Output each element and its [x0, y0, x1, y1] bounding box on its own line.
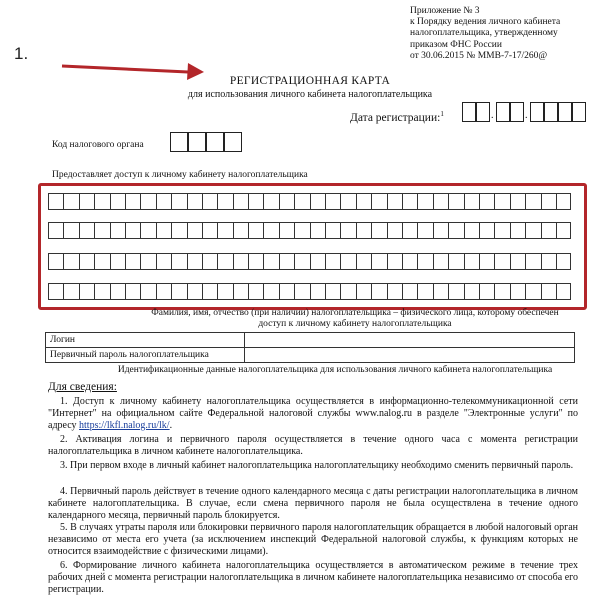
name-char-cell[interactable]	[171, 222, 186, 239]
name-char-cell[interactable]	[217, 253, 232, 270]
name-char-cell[interactable]	[233, 193, 248, 210]
table-row	[46, 333, 575, 348]
name-char-cell[interactable]	[263, 253, 278, 270]
info-item-3: 3. При первом входе в личный кабинет налогоплательщика налогоплательщику необходимо сменить первичный пароль.	[60, 460, 574, 471]
name-char-cell[interactable]	[233, 222, 248, 239]
name-char-cell[interactable]	[464, 253, 479, 270]
name-char-cell[interactable]	[525, 283, 540, 300]
password-label: Первичный пароль налогоплательщика	[46, 348, 245, 363]
name-char-cell[interactable]	[556, 222, 571, 239]
name-char-cell[interactable]	[217, 222, 232, 239]
document-title: РЕГИСТРАЦИОННАЯ КАРТА	[229, 75, 391, 87]
name-char-cell[interactable]	[433, 193, 448, 210]
name-char-cell[interactable]	[340, 193, 355, 210]
name-char-cell[interactable]	[479, 253, 494, 270]
name-char-cell[interactable]	[464, 283, 479, 300]
name-char-cell[interactable]	[541, 222, 556, 239]
name-char-cell[interactable]	[110, 283, 125, 300]
name-char-cell[interactable]	[325, 222, 340, 239]
name-char-cell[interactable]	[279, 283, 294, 300]
name-char-cell[interactable]	[356, 253, 371, 270]
name-char-cell[interactable]	[494, 283, 509, 300]
name-char-cell[interactable]	[125, 193, 140, 210]
name-char-cell[interactable]	[140, 283, 155, 300]
name-char-cell[interactable]	[371, 222, 386, 239]
name-char-cell[interactable]	[402, 222, 417, 239]
name-char-cell[interactable]	[371, 283, 386, 300]
date-year-cell[interactable]	[530, 102, 544, 122]
name-char-cell[interactable]	[417, 283, 432, 300]
name-char-cell[interactable]	[79, 193, 94, 210]
name-char-cell[interactable]	[525, 193, 540, 210]
tax-office-cell[interactable]	[224, 132, 242, 152]
name-char-cell[interactable]	[156, 193, 171, 210]
name-row-4[interactable]	[48, 283, 571, 300]
name-row-2[interactable]	[48, 222, 571, 239]
password-value[interactable]	[245, 348, 575, 363]
name-char-cell[interactable]	[110, 222, 125, 239]
name-char-cell[interactable]	[48, 193, 63, 210]
name-char-cell[interactable]	[433, 283, 448, 300]
name-char-cell[interactable]	[263, 193, 278, 210]
name-char-cell[interactable]	[387, 283, 402, 300]
date-month-cell[interactable]	[510, 102, 524, 122]
name-char-cell[interactable]	[417, 193, 432, 210]
name-char-cell[interactable]	[125, 283, 140, 300]
name-char-cell[interactable]	[156, 253, 171, 270]
date-year-cell[interactable]	[558, 102, 572, 122]
name-char-cell[interactable]	[556, 253, 571, 270]
name-char-cell[interactable]	[263, 222, 278, 239]
tax-office-label: Код налогового органа	[52, 140, 144, 150]
tax-office-cell[interactable]	[188, 132, 206, 152]
name-char-cell[interactable]	[63, 193, 78, 210]
name-char-cell[interactable]	[494, 222, 509, 239]
name-char-cell[interactable]	[402, 283, 417, 300]
name-char-cell[interactable]	[187, 283, 202, 300]
name-char-cell[interactable]	[94, 193, 109, 210]
name-char-cell[interactable]	[48, 253, 63, 270]
tax-office-cell[interactable]	[206, 132, 224, 152]
name-char-cell[interactable]	[525, 222, 540, 239]
annotation-number: 1.	[14, 44, 29, 63]
name-char-cell[interactable]	[387, 222, 402, 239]
name-char-cell[interactable]	[417, 253, 432, 270]
name-char-cell[interactable]	[494, 193, 509, 210]
name-char-cell[interactable]	[448, 253, 463, 270]
name-char-cell[interactable]	[310, 253, 325, 270]
name-char-cell[interactable]	[325, 283, 340, 300]
name-char-cell[interactable]	[340, 283, 355, 300]
name-char-cell[interactable]	[325, 193, 340, 210]
name-char-cell[interactable]	[140, 193, 155, 210]
name-char-cell[interactable]	[340, 253, 355, 270]
name-char-cell[interactable]	[479, 222, 494, 239]
name-char-cell[interactable]	[233, 253, 248, 270]
name-char-cell[interactable]	[448, 283, 463, 300]
name-char-cell[interactable]	[556, 193, 571, 210]
name-char-cell[interactable]	[233, 283, 248, 300]
name-char-cell[interactable]	[48, 222, 63, 239]
appendix-header: Приложение № 3 к Порядку ведения личного кабинета налогоплательщика, утвержденному приказом ФНС России от 30.06.2015 № ММВ-7-17/260@	[410, 6, 561, 61]
name-char-cell[interactable]	[417, 222, 432, 239]
name-char-cell[interactable]	[202, 253, 217, 270]
name-row-3[interactable]	[48, 253, 571, 270]
document-subtitle: для использования личного кабинета налогоплательщика	[187, 89, 433, 100]
name-char-cell[interactable]	[125, 222, 140, 239]
name-char-cell[interactable]	[510, 222, 525, 239]
registration-date-label: Дата регистрации:$^1$	[350, 110, 444, 124]
name-char-cell[interactable]	[510, 193, 525, 210]
name-char-cell[interactable]	[202, 193, 217, 210]
name-char-cell[interactable]	[556, 283, 571, 300]
name-char-cell[interactable]	[494, 253, 509, 270]
name-char-cell[interactable]	[356, 193, 371, 210]
name-char-cell[interactable]	[371, 193, 386, 210]
name-char-cell[interactable]	[248, 283, 263, 300]
name-char-cell[interactable]	[541, 193, 556, 210]
name-char-cell[interactable]	[187, 253, 202, 270]
name-char-cell[interactable]	[387, 253, 402, 270]
name-char-cell[interactable]	[525, 253, 540, 270]
name-char-cell[interactable]	[140, 253, 155, 270]
name-char-cell[interactable]	[448, 222, 463, 239]
name-char-cell[interactable]	[510, 253, 525, 270]
date-day-cell[interactable]	[476, 102, 490, 122]
name-char-cell[interactable]	[79, 283, 94, 300]
name-char-cell[interactable]	[94, 283, 109, 300]
info-item-5: 5. В случаях утраты пароля или блокировки первичного пароля налогоплательщик обращается в любой налоговый орган независимо от места его учета (за исключением инспекций Федеральной налоговой службы, к функциям которых не относится взаимодействие с физическими лицами).	[48, 522, 578, 557]
name-char-cell[interactable]	[248, 193, 263, 210]
name-caption: Фамилия, имя, отчество (при наличии) налогоплательщика – физического лица, которому обеспечен доступ к личному кабинету налогоплательщика	[151, 308, 559, 329]
name-char-cell[interactable]	[433, 222, 448, 239]
name-char-cell[interactable]	[79, 253, 94, 270]
info-item-4: 4. Первичный пароль действует в течение одного календарного месяца с даты регистрации налогоплательщика в личном кабинете налогоплательщика. В случае, если смена первичного пароля не была осуществлена в течение одного календарного месяца, первичный пароль блокируется.	[48, 486, 578, 521]
login-value[interactable]	[245, 333, 575, 348]
name-char-cell[interactable]	[140, 222, 155, 239]
name-char-cell[interactable]	[464, 193, 479, 210]
name-char-cell[interactable]	[433, 253, 448, 270]
name-char-cell[interactable]	[248, 253, 263, 270]
tax-office-cell[interactable]	[170, 132, 188, 152]
name-char-cell[interactable]	[279, 193, 294, 210]
name-char-cell[interactable]	[310, 193, 325, 210]
name-char-cell[interactable]	[156, 283, 171, 300]
info-item-6: 6. Формирование личного кабинета налогоплательщика осуществляется в автоматическом режиме в течение трех рабочих дней с момента регистрации налогоплательщика в личном кабинете налогоплательщика независимо от способа его регистрации.	[48, 560, 578, 595]
name-char-cell[interactable]	[310, 283, 325, 300]
name-char-cell[interactable]	[325, 253, 340, 270]
name-char-cell[interactable]	[371, 253, 386, 270]
info-heading: Для сведения:	[48, 381, 117, 393]
name-char-cell[interactable]	[310, 222, 325, 239]
name-char-cell[interactable]	[171, 253, 186, 270]
name-char-cell[interactable]	[263, 283, 278, 300]
name-char-cell[interactable]	[356, 222, 371, 239]
name-char-cell[interactable]	[479, 193, 494, 210]
info-item-1: 1. Доступ к личному кабинету налогоплательщика осуществляется в информационно-телекоммуникационной сети "Интернет" на официальном сайте Федеральной налоговой службы www.nalog.ru в разделе "Электронные услуги" по адресу https://lkfl.nalog.ru/lk/.	[48, 396, 578, 431]
name-char-cell[interactable]	[156, 222, 171, 239]
date-year-cell[interactable]	[544, 102, 558, 122]
info-item-2: 2. Активация логина и первичного пароля осуществляется в течение одного часа с момента регистрации налогоплательщика в личном кабинете налогоплательщика.	[48, 434, 578, 457]
name-char-cell[interactable]	[402, 253, 417, 270]
name-char-cell[interactable]	[94, 222, 109, 239]
name-char-cell[interactable]	[63, 253, 78, 270]
name-char-cell[interactable]	[94, 253, 109, 270]
date-separator: .	[525, 110, 528, 121]
name-char-cell[interactable]	[510, 283, 525, 300]
name-char-cell[interactable]	[248, 222, 263, 239]
name-char-cell[interactable]	[202, 283, 217, 300]
name-char-cell[interactable]	[217, 283, 232, 300]
name-char-cell[interactable]	[541, 283, 556, 300]
name-char-cell[interactable]	[356, 283, 371, 300]
date-day-cell[interactable]	[462, 102, 476, 122]
name-char-cell[interactable]	[294, 222, 309, 239]
name-char-cell[interactable]	[63, 283, 78, 300]
name-char-cell[interactable]	[171, 283, 186, 300]
table-row	[46, 348, 575, 363]
name-char-cell[interactable]	[79, 222, 94, 239]
access-label: Предоставляет доступ к личному кабинету налогоплательщика	[52, 170, 308, 180]
name-char-cell[interactable]	[48, 283, 63, 300]
name-char-cell[interactable]	[448, 193, 463, 210]
name-row-1[interactable]	[48, 193, 571, 210]
name-char-cell[interactable]	[464, 222, 479, 239]
name-char-cell[interactable]	[217, 193, 232, 210]
date-month-cell[interactable]	[496, 102, 510, 122]
ident-caption: Идентификационные данные налогоплательщика для использования личного кабинета налогоплательщика	[117, 365, 553, 375]
name-char-cell[interactable]	[187, 193, 202, 210]
name-char-cell[interactable]	[279, 253, 294, 270]
name-char-cell[interactable]	[63, 222, 78, 239]
name-char-cell[interactable]	[402, 193, 417, 210]
name-char-cell[interactable]	[479, 283, 494, 300]
login-label: Логин	[46, 333, 245, 348]
name-char-cell[interactable]	[202, 222, 217, 239]
name-char-cell[interactable]	[387, 193, 402, 210]
credentials-table	[45, 332, 575, 363]
name-char-cell[interactable]	[294, 253, 309, 270]
name-char-cell[interactable]	[125, 253, 140, 270]
date-separator: .	[491, 110, 494, 121]
name-char-cell[interactable]	[187, 222, 202, 239]
name-char-cell[interactable]	[279, 222, 294, 239]
name-char-cell[interactable]	[294, 193, 309, 210]
name-char-cell[interactable]	[340, 222, 355, 239]
name-char-cell[interactable]	[110, 193, 125, 210]
date-year-cell[interactable]	[572, 102, 586, 122]
lk-link[interactable]: https://lkfl.nalog.ru/lk/	[79, 420, 170, 431]
name-char-cell[interactable]	[541, 253, 556, 270]
name-char-cell[interactable]	[171, 193, 186, 210]
name-char-cell[interactable]	[294, 283, 309, 300]
name-char-cell[interactable]	[110, 253, 125, 270]
